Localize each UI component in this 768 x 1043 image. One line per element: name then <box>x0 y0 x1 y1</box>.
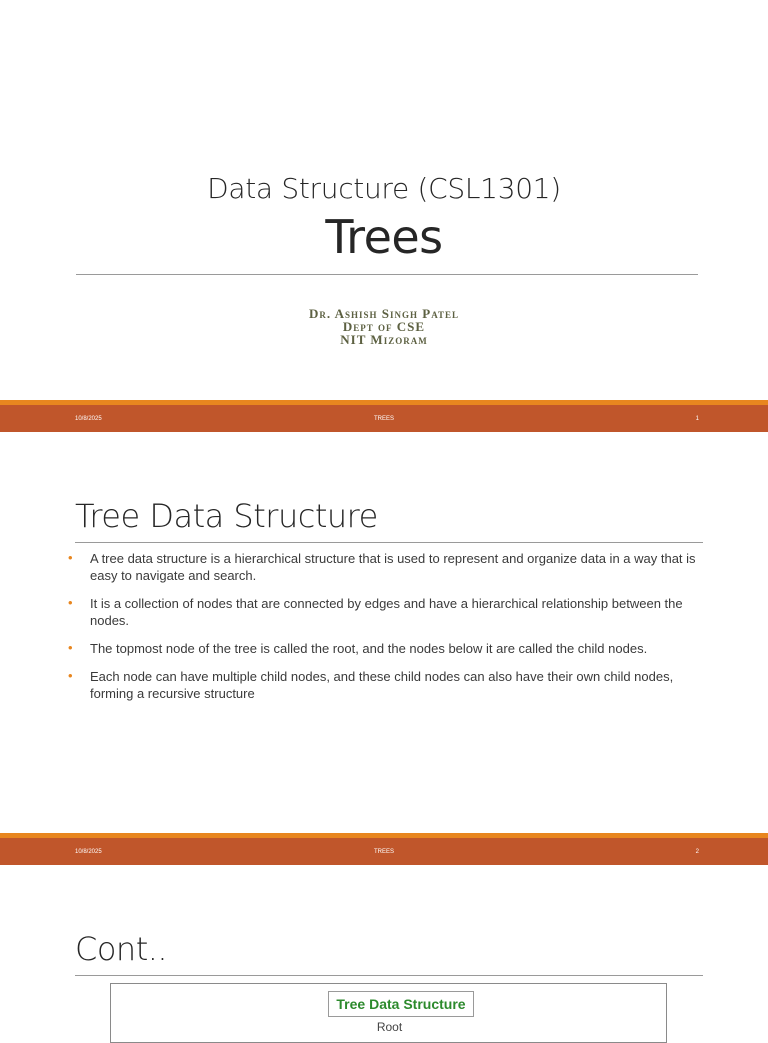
title-divider <box>76 274 698 275</box>
footer-date: 10/8/2025 <box>75 849 102 855</box>
author-institute: NIT Mizoram <box>340 332 428 347</box>
slide-footer <box>0 838 768 865</box>
footer-title: TREES <box>373 416 394 422</box>
diagram-title: Tree Data Structure <box>328 991 474 1017</box>
tree-diagram <box>110 983 667 1043</box>
bullet-icon: • <box>68 550 73 565</box>
list-item: • The topmost node of the tree is called the root, and the nodes below it are called the child nodes. <box>68 640 648 656</box>
list-item: • A tree data structure is a hierarchical structure that is used to represent and organize data in a way that is easy to navigate and search. <box>68 550 696 583</box>
author-block <box>0 307 768 346</box>
heading-divider <box>75 975 703 976</box>
bullet-icon: • <box>68 595 73 610</box>
diagram-root-label: Root <box>376 1020 403 1034</box>
footer-page-number: 1 <box>695 416 699 422</box>
footer-date: 10/8/2025 <box>75 416 102 422</box>
list-item: • It is a collection of nodes that are connected by edges and have a hierarchical relationship between the nodes. <box>68 595 683 628</box>
slide-1 <box>0 0 768 432</box>
heading-divider <box>75 542 703 543</box>
list-item: • Each node can have multiple child nodes, and these child nodes can also have their own child nodes, forming a recursive structure <box>68 668 674 701</box>
slide-3 <box>0 866 768 1034</box>
author-dept: Dept of CSE <box>342 319 426 334</box>
slide-2 <box>0 433 768 865</box>
slide-heading: Cont.. <box>75 930 168 968</box>
course-subtitle: Data Structure (CSL1301) <box>207 172 561 205</box>
footer-title: TREES <box>373 849 394 855</box>
footer-page-number: 2 <box>695 849 699 855</box>
slide-heading: Tree Data Structure <box>75 497 378 535</box>
bullet-icon: • <box>68 668 73 683</box>
slide-title: Trees <box>325 210 443 264</box>
bullet-list <box>68 550 708 713</box>
bullet-icon: • <box>68 640 73 655</box>
author-name: Dr. Ashish Singh Patel <box>308 306 460 321</box>
slide-footer <box>0 405 768 432</box>
